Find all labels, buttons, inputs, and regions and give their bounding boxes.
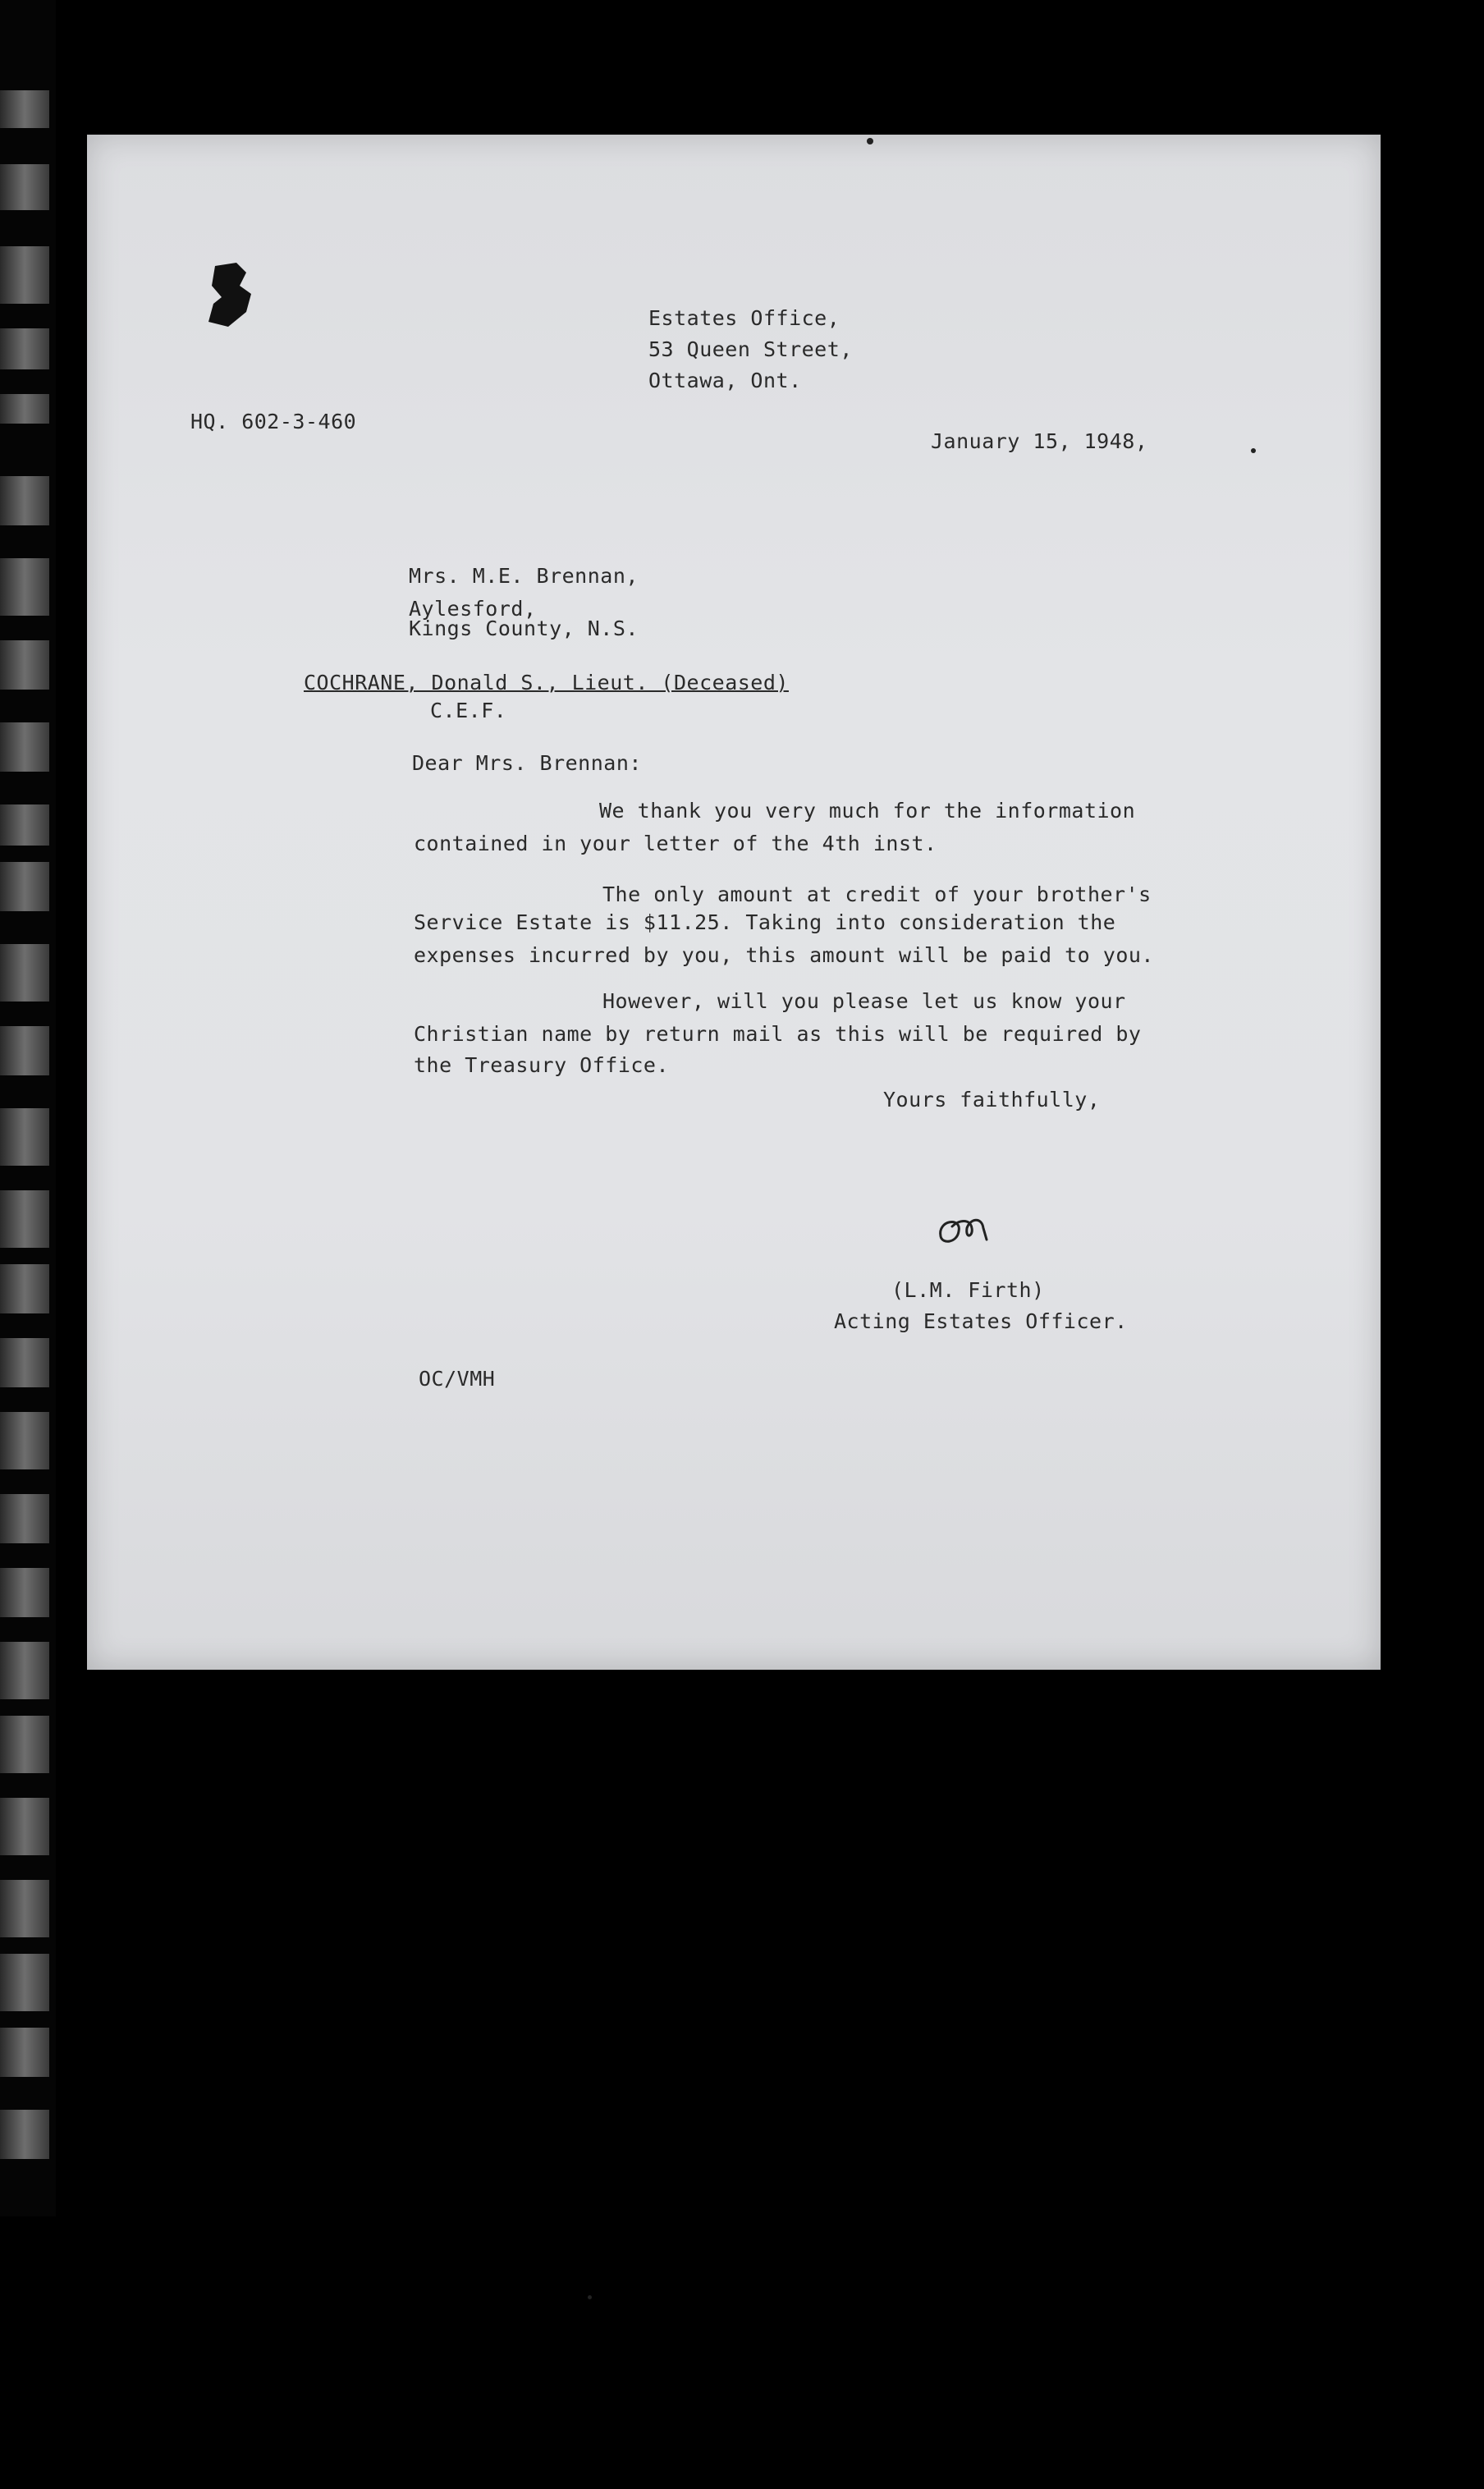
body-paragraph-2-line-2: Service Estate is $11.25. Taking into consideration the bbox=[414, 910, 1116, 934]
body-paragraph-1-line-1: We thank you very much for the information bbox=[599, 799, 1136, 823]
body-paragraph-3-line-2: Christian name by return mail as this will be required by bbox=[414, 1022, 1142, 1046]
body-paragraph-2-line-1: The only amount at credit of your brother's bbox=[602, 882, 1152, 906]
sender-address-line-3: Ottawa, Ont. bbox=[648, 369, 802, 392]
recipient-line-2: Aylesford, bbox=[409, 597, 537, 621]
speck bbox=[588, 2295, 592, 2299]
sender-address-line-1: Estates Office, bbox=[648, 306, 840, 330]
body-paragraph-2-line-3: expenses incurred by you, this amount will be paid to you. bbox=[414, 943, 1154, 967]
salutation: Dear Mrs. Brennan: bbox=[412, 751, 642, 775]
body-paragraph-1-line-2: contained in your letter of the 4th inst. bbox=[414, 832, 937, 855]
speck bbox=[867, 138, 873, 144]
subject-line: COCHRANE, Donald S., Lieut. (Deceased) bbox=[304, 671, 789, 694]
film-perforation-strip bbox=[0, 0, 56, 2216]
sender-address-line-2: 53 Queen Street, bbox=[648, 337, 853, 361]
signature-initials bbox=[934, 1203, 1000, 1253]
letter-date: January 15, 1948, bbox=[931, 429, 1148, 453]
signatory-name: (L.M. Firth) bbox=[891, 1278, 1045, 1302]
speck bbox=[1251, 448, 1256, 453]
body-paragraph-3-line-1: However, will you please let us know your bbox=[602, 989, 1126, 1013]
hand-drawn-mark-icon bbox=[204, 261, 256, 330]
typist-reference: OC/VMH bbox=[419, 1367, 496, 1391]
body-paragraph-3-line-3: the Treasury Office. bbox=[414, 1053, 670, 1077]
closing: Yours faithfully, bbox=[883, 1088, 1101, 1112]
signatory-title: Acting Estates Officer. bbox=[834, 1309, 1128, 1333]
recipient-line-3: Kings County, N.S. bbox=[409, 617, 639, 640]
reference-number: HQ. 602-3-460 bbox=[190, 410, 357, 433]
subject-unit: C.E.F. bbox=[430, 699, 507, 722]
recipient-line-1: Mrs. M.E. Brennan, bbox=[409, 564, 639, 588]
